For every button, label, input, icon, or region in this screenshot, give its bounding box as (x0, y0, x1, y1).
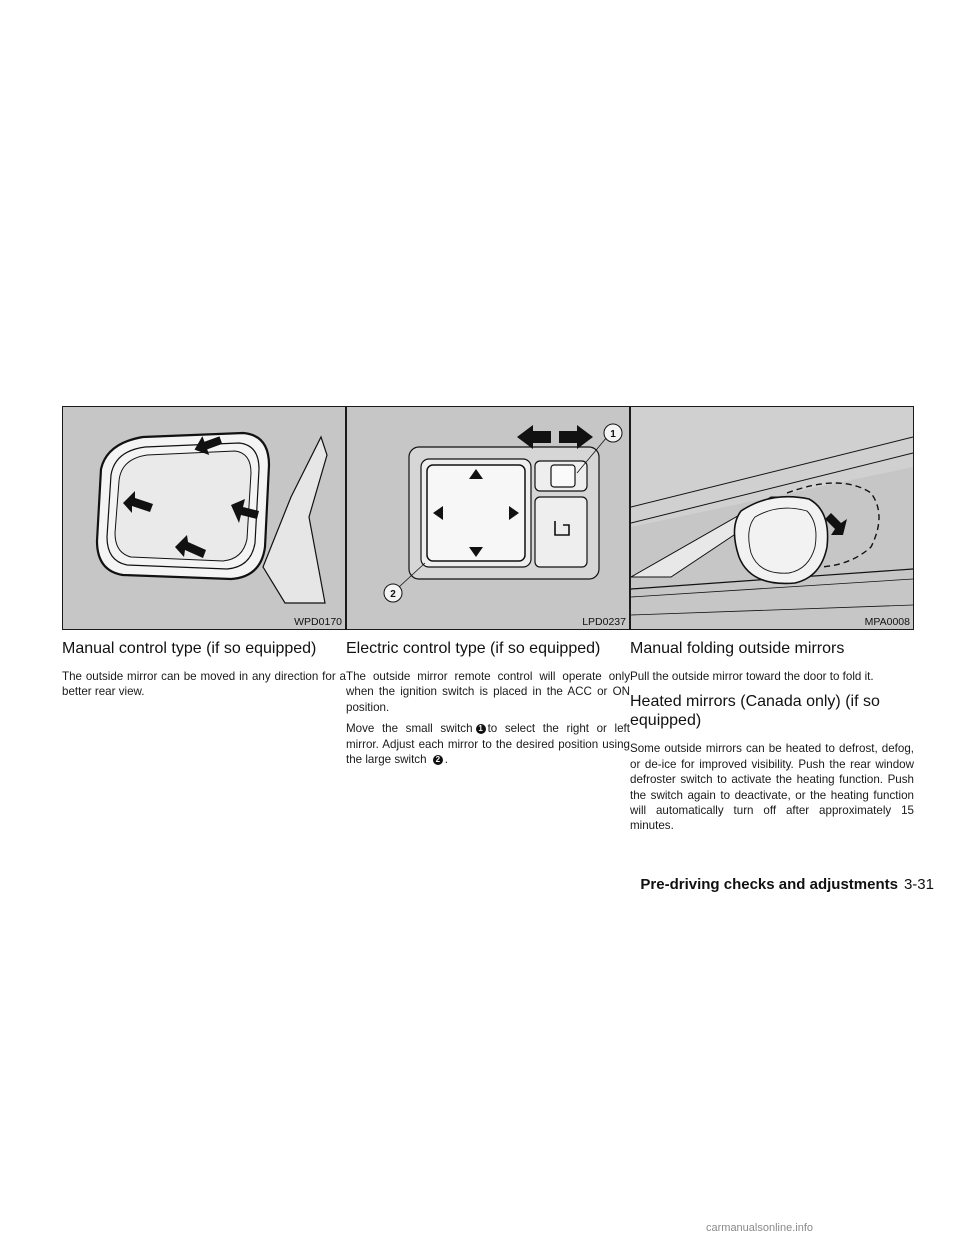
text-run: to select the right or left mirror. Adjust each mirror to the desired position using the large switch (346, 722, 630, 767)
figure-code: LPD0237 (574, 615, 629, 629)
column-electric-control (346, 406, 630, 773)
switch-illustration (347, 407, 629, 629)
page-number: 3-31 (903, 876, 934, 893)
column-manual-control (62, 406, 346, 706)
body-paragraph: The outside mirror can be moved in any direction for a better rear view. (62, 670, 346, 699)
body-paragraph-heated: Some outside mirrors can be heated to defrost, defog, or de-ice for improved visibility. Push the rear window defroster switch to activate the heating function. Push the switch again to deactivate, or the heating function will automatically turn off after approximately 15 minutes. (630, 742, 914, 833)
section-heading: Electric control type (if so equipped) (346, 640, 601, 657)
page-footer (640, 876, 934, 893)
figure-code: WPD0170 (286, 615, 345, 629)
folding-mirror-illustration (631, 407, 913, 629)
figure-folding-mirror (630, 406, 914, 630)
section-heading: Manual control type (if so equipped) (62, 640, 317, 657)
figure-code: MPA0008 (857, 615, 913, 629)
text-run: . (444, 753, 449, 767)
watermark-text: carmanualsonline.info (706, 1222, 814, 1234)
section-heading: Manual folding outside mirrors (630, 640, 845, 657)
body-paragraph: Pull the outside mirror toward the door to fold it. (630, 670, 874, 683)
callout-1-marker: 1 (476, 724, 486, 734)
footer-section-title: Pre-driving checks and adjustments (640, 876, 898, 893)
figure-manual-mirror (62, 406, 346, 630)
callout-1-label: 1 (610, 429, 616, 440)
callout-2-label: 2 (390, 589, 396, 600)
figure-mirror-switch (346, 406, 630, 630)
body-paragraph-switch (346, 721, 630, 767)
body-paragraph: The outside mirror remote control will operate only when the ignition switch is placed in the ACC or ON position. (346, 670, 630, 714)
text-run: Move the small switch (346, 722, 473, 736)
mirror-illustration (63, 407, 345, 629)
column-folding-heated (630, 406, 914, 840)
callout-2-marker: 2 (433, 755, 443, 765)
section-heading-heated: Heated mirrors (Canada only) (if so equipped) (630, 693, 880, 730)
